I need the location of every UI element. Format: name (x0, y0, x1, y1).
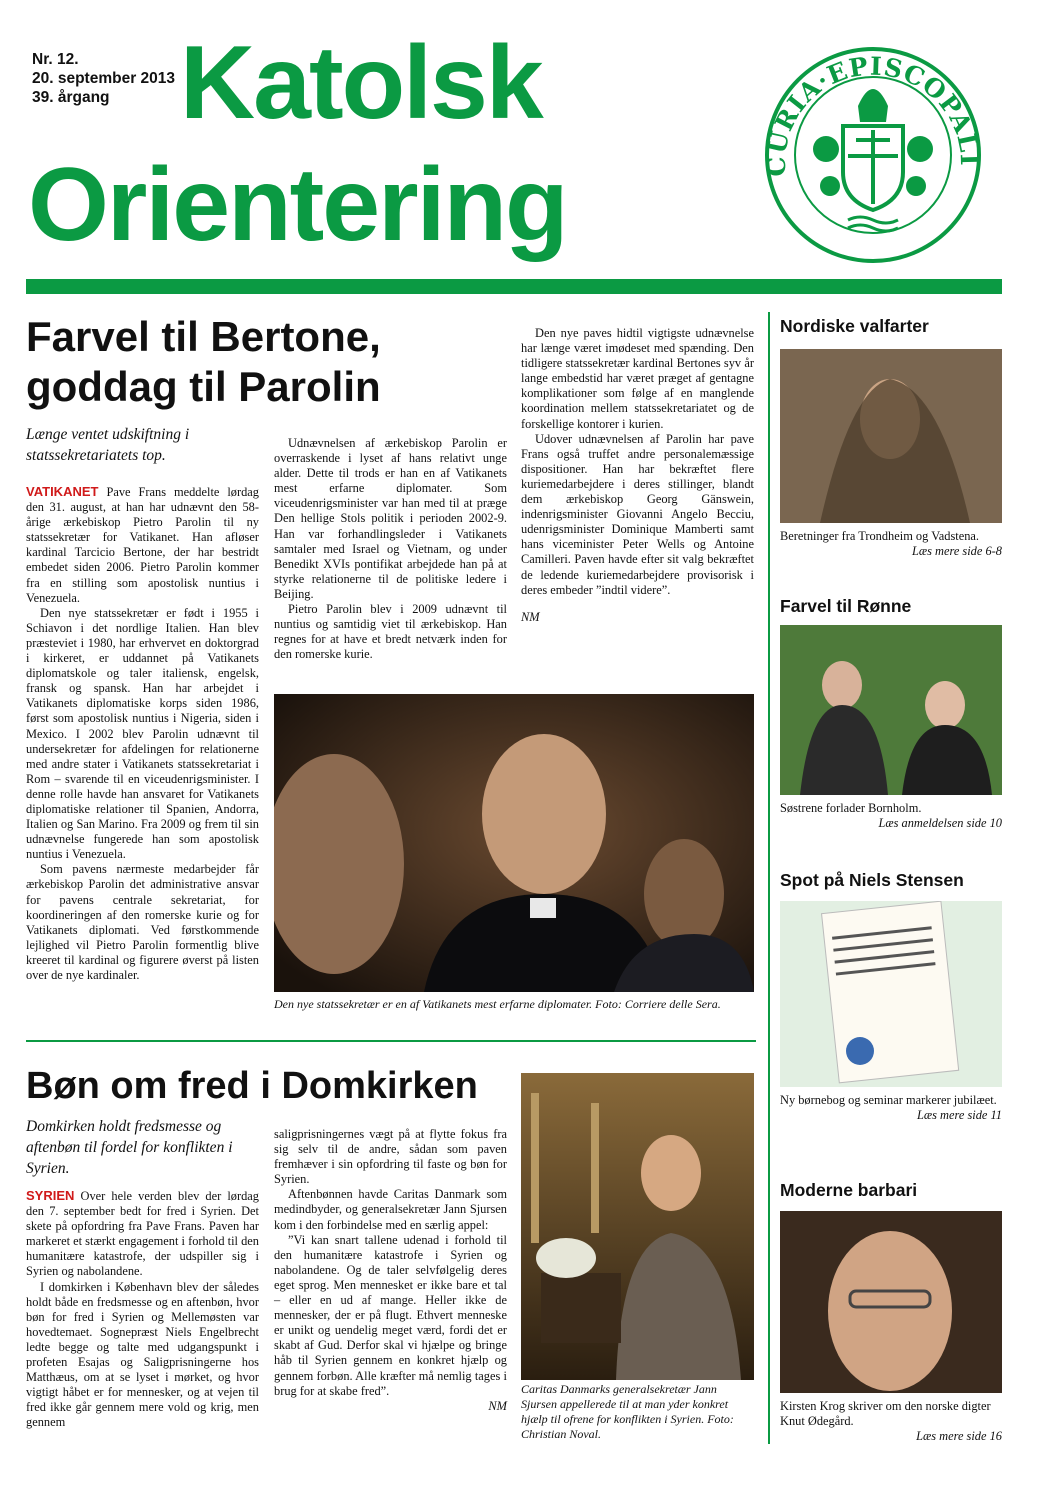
sidebar-caption: Søstrene forlader Bornholm. (780, 801, 922, 815)
sidebar-photo (780, 349, 1002, 523)
lead-col1-p2: Den nye statssekretær er født i 1955 i Schiavon i det nordlige Italien. Han blev præsteviet i 1980, har erhvervet en doktorgrad i kirkeret, er uddannet på Vatikanets diplomatskole og taler italiensk, engelsk, fransk og spansk. Han har arbejdet i Vatikanets diplomatiske korps siden 1986, først som apostolisk nuntius i Nigeria, siden i Mexico. I 2002 blev Parolin udnævnt til undersekretær for afdelingen for relationerne med andre stater i Vatikanets statssekretariat i Rom – svarende til en viceudenrigsminister. I denne rolle havde han ansvaret for Vatikanets diplomatiske relationer til Spanien, Andorra, Italien og San Marino. Fra 2009 og frem til sin udnævnelse fungerede han som apostolisk nuntius i Venezuela. (26, 605, 259, 862)
sidebar-item[interactable] (780, 316, 1002, 559)
issue-volume: 39. årgang (32, 89, 110, 106)
second-kicker: SYRIEN (26, 1188, 75, 1203)
sidebar-read-more[interactable]: Læs mere side 11 (916, 1108, 1002, 1122)
lead-deck: Længe ventet udskiftning i statssekretariatets top. (26, 426, 190, 464)
lead-col2-p1: Udnævnelsen af ærkebiskop Parolin er overraskende i lyset af hans relativt unge alder. Dette til trods er han en af Vatikanets mest erfarne diplomater. Som viceudenrigsminister var han med til at præge Den hellige Stols politik i perioden 2002-9. Han var forhandlingsleder i Vatikanets samtaler med Israel og Vietnam, og under Benedikt XVIs pontifikat arbejdede han på at styrke relationerne til de politiske ledere i Beijing. (274, 436, 507, 601)
masthead-title-line1: Katolsk (180, 25, 542, 141)
sidebar-read-more[interactable]: Læs mere side 6-8 (911, 544, 1002, 558)
second-signature: NM (488, 1398, 507, 1413)
lead-col2-p2: Pietro Parolin blev i 2009 udnævnt til nuntius og samtidig viet til ærkebiskop. Han regnes for at have et bredt netværk inden for den romerske kurie. (274, 602, 507, 662)
sidebar-heading: Moderne barbari (780, 1180, 918, 1200)
lead-headline-line1: Farvel til Bertone, (26, 313, 381, 360)
sidebar-photo (780, 625, 1002, 795)
lead-col1-p3: Som pavens nærmeste medarbejder får ærkebiskop Parolin det administrative ansvar for pavens centrale sekretariat, for koordineringen af den romerske kurie og for Vatikanets diplomati. Ved førstkommende lejlighed vil Pietro Parolin formentlig blive kreeret til kardinal og figurere øverst på listen over de nye kardinaler. (26, 862, 259, 982)
sidebar-item[interactable] (780, 1180, 1002, 1444)
masthead-bar (26, 279, 1002, 294)
lead-kicker: VATIKANET (26, 484, 99, 499)
lead-column-1 (26, 484, 259, 983)
sidebar-item[interactable] (780, 596, 1002, 831)
lead-headline-line2: goddag til Parolin (26, 363, 381, 410)
sidebar-photo (780, 901, 1002, 1087)
second-column-2 (274, 1127, 507, 1414)
second-column-1 (26, 1188, 259, 1431)
second-col1-p1: Over hele verden blev der lørdag den 7. september bedt for fred i Syrien. Det skete på opfordring fra Pave Frans. Paven har markeret et stærkt engagement i forhold til den humanitære katastrofe, der udspiller sig i Syrien og nabolandene. (26, 1189, 259, 1279)
second-photo (521, 1073, 754, 1380)
lead-headline (26, 312, 526, 412)
sidebar-heading: Spot på Niels Stensen (780, 870, 964, 890)
sidebar-photo (780, 1211, 1002, 1393)
sidebar-rule (768, 312, 770, 1444)
sidebar-read-more[interactable]: Læs mere side 16 (916, 1429, 1002, 1443)
issue-number: Nr. 12. (32, 51, 79, 68)
lead-column-2 (274, 436, 507, 662)
lead-col3-p1: Den nye paves hidtil vigtigste udnævnelse har længe været imødeset med spænding. Den tidligere statssekretær kardinal Bertones syv år lange embedstid har været præget af gentagne komplikationer som følge af en manglende koordination mellem statssekretariatet og de forskellige kontorer i kurien. (521, 326, 754, 431)
lead-photo-caption: Den nye statssekretær er en af Vatikanets mest erfarne diplomater. Foto: Corriere delle Sera. (274, 997, 721, 1011)
second-col1-p2: I domkirken i København blev der således holdt både en fredsmesse og en aftenbøn, hvor bøn for fred i Syrien og Mellemøsten var hovedtemaet. Sognepræst Niels Engelbrecht ledte begge og talte med udgangspunkt i profeten Esajas og Saligprisningerne hos Matthæus, om at se lyset i mørket, og hvor vigtigt håbet er for mennesker, og at vejen til fred ikke går gennem mere vold og krig, men gennem (26, 1279, 259, 1430)
sidebar-read-more[interactable]: Læs anmeldelsen side 10 (878, 816, 1002, 830)
lead-col1-p1: Pave Frans meddelte lørdag den 31. august, at han har udnævnt den 58-årige ærkebiskop Pietro Parolin til ny statssekretær for Vatikanet. Han afløser kardinal Tarcicio Bertone, der har bestridt embedet siden 2006. Pietro Parolin kommer fra en stilling som apostolisk nuntius i Venezuela. (26, 485, 259, 605)
sidebar-caption: Beretninger fra Trondheim og Vadstena. (780, 529, 980, 543)
sidebar-heading: Farvel til Rønne (780, 596, 912, 616)
issue-date: 20. september 2013 (32, 70, 176, 87)
curia-seal-logo (748, 44, 998, 266)
sidebar-caption: Kirsten Krog skriver om den norske digter Knut Ødegård. (780, 1399, 991, 1428)
issue-info (32, 50, 175, 107)
lead-column-3 (521, 326, 754, 625)
lead-signature: NM (521, 609, 540, 624)
sidebar-heading: Nordiske valfarter (780, 316, 929, 336)
second-deck: Domkirken holdt fredsmesse og aftenbøn til fordel for konflikten i Syrien. (26, 1118, 233, 1177)
section-divider (26, 1040, 756, 1042)
lead-photo (274, 694, 754, 992)
lead-col3-p2: Udover udnævnelsen af Parolin har pave Frans også truffet andre personalemæssige dispositioner. Han har bekræftet flere kuriemedarbejdere i deres stillinger, blandt dem ærkebiskop Georg Gänswein, indenrigsminister Giovanni Angelo Becciu, udenrigsminister Dominique Mamberti samt hans viceminister Peter Wells og Antoine Camilleri. Paven havde efter sit valg bekræftet de ledende kuriemedarbejdere provisorisk i deres embeder ”indtil videre”. (521, 431, 754, 597)
second-col2-p2: Aftenbønnen havde Caritas Danmark som medindbyder, og generalsekretær Jann Sjursen kom i den forbindelse med en særlig appel: (274, 1187, 507, 1232)
sidebar-caption: Ny børnebog og seminar markerer jubilæet. (780, 1093, 997, 1107)
second-col2-p1: saligprisningernes vægt på at flytte fokus fra sig selv til de andre, sådan som paven fremhæver i sin opfordring til faste og bøn for Syrien. (274, 1127, 507, 1187)
second-photo-caption: Caritas Danmarks generalsekretær Jann Sjursen appellerede til at man yder konkret hjælp til ofrene for konflikten i Syrien. Foto: Christian Noval. (521, 1382, 734, 1441)
sidebar-item[interactable] (780, 870, 1002, 1123)
second-col2-p3: ”Vi kan snart tallene udenad i forhold til den humanitære katastrofe i Syrien og nabolandene. Og de taler selvfølgelig deres eget sprog. Men mennesket er ikke bare et tal – eller en ud af mange. Heller ikke de mennesker, der er på flugt. Ethvert menneske er unikt og uendelig meget værd, fordi det er skabt af Gud. Derfor skal vi hjælpe og bringe håb til Syrien gennem en konkret hjælp og gennem forbøn. Alle kræfter må nemlig tages i brug for at skabe fred”. (274, 1232, 507, 1398)
seal-text: CURIA·EPISCOPALI (761, 51, 985, 177)
masthead-title-line2: Orientering (28, 147, 567, 263)
second-headline: Bøn om fred i Domkirken (26, 1065, 478, 1107)
